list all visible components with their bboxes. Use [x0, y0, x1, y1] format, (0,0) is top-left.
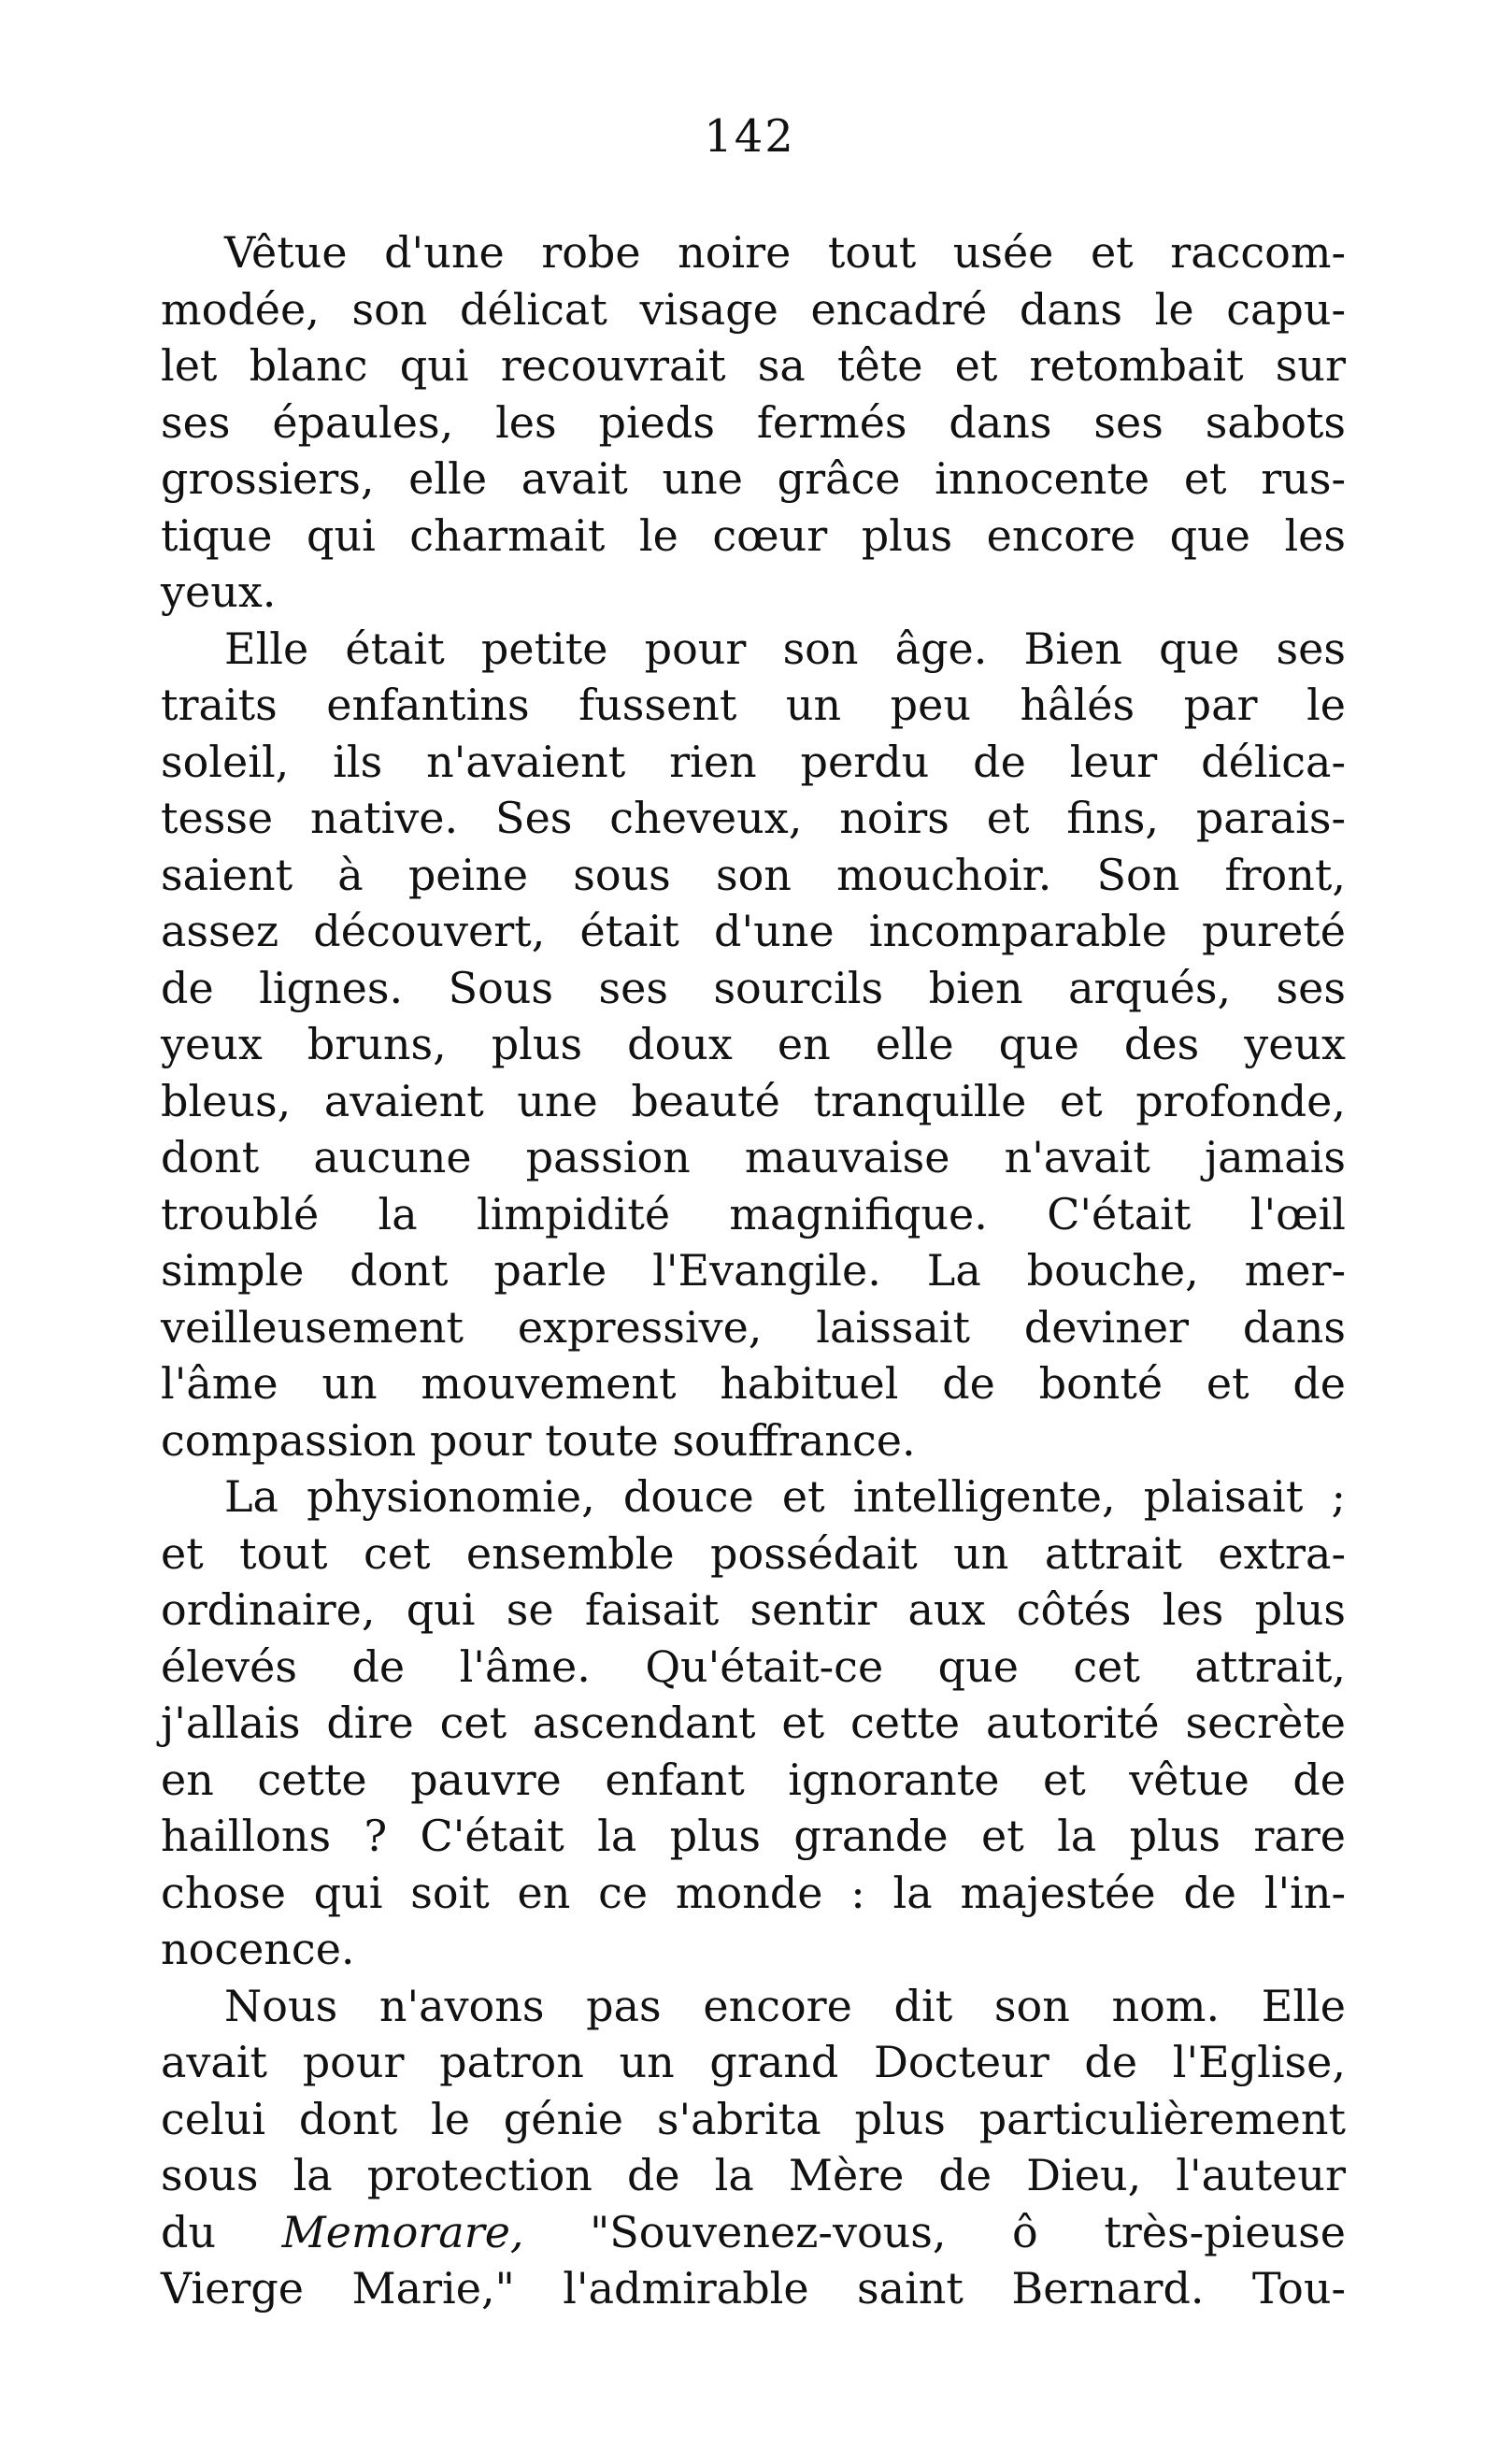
text-line: let blanc qui recouvrait sa tête et retombait sur [161, 340, 1346, 391]
text-line: de lignes. Sous ses sourcils bien arqués, ses [161, 962, 1346, 1013]
page-number: 142 [704, 110, 795, 163]
text-line: tique qui charmait le cœur plus encore que les [161, 509, 1346, 561]
text-line: et tout cet ensemble possédait un attrait extra- [161, 1527, 1346, 1579]
text-line: en cette pauvre enfant ignorante et vêtue de [161, 1754, 1346, 1805]
text-line: chose qui soit en ce monde : la majestée de l'in- [161, 1867, 1346, 1918]
text-fragment: du [161, 2206, 217, 2257]
text-line: troublé la limpidité magnifique. C'était l'œil [161, 1188, 1346, 1239]
text-line: celui dont le génie s'abrita plus particulièrement [161, 2093, 1346, 2144]
text-line: j'allais dire cet ascendant et cette autorité secrète [161, 1698, 1346, 1748]
text-line: Elle était petite pour son âge. Bien que ses [224, 623, 1346, 674]
text-line [161, 2204, 1346, 2261]
text-line: tesse native. Ses cheveux, noirs et fins, parais- [161, 793, 1346, 843]
text-line: modée, son délicat visage encadré dans le capu- [161, 283, 1346, 335]
text-line: Vierge Marie," l'admirable saint Bernard. Tou- [161, 2263, 1346, 2314]
italic-title: Memorare, [281, 2206, 524, 2257]
text-line: haillons ? C'était la plus grande et la plus rare [161, 1811, 1346, 1861]
text-line: soleil, ils n'avaient rien perdu de leur délica- [161, 736, 1346, 787]
text-line: assez découvert, était d'une incomparable pureté [161, 906, 1346, 956]
text-line: bleus, avaient une beauté tranquille et profonde, [161, 1075, 1346, 1126]
text-line: ordinaire, qui se faisait sentir aux côtés les plus [161, 1584, 1346, 1635]
body-text [161, 224, 1346, 2317]
text-line: avait pour patron un grand Docteur de l'Eglise, [161, 2037, 1346, 2087]
text-line: compassion pour toute souffrance. [161, 1414, 916, 1466]
text-line: La physionomie, douce et intelligente, plaisait ; [224, 1471, 1346, 1522]
text-fragment: "Souvenez-vous, ô très-pieuse [590, 2206, 1347, 2257]
text-line: Vêtue d'une robe noire tout usée et raccom- [224, 227, 1346, 278]
text-line: yeux. [161, 566, 277, 617]
text-line: saient à peine sous son mouchoir. Son front, [161, 849, 1346, 900]
text-line: simple dont parle l'Evangile. La bouche, mer- [161, 1245, 1346, 1296]
text-line: dont aucune passion mauvaise n'avait jamais [161, 1132, 1346, 1182]
text-line: grossiers, elle avait une grâce innocente et rus- [161, 453, 1346, 504]
text-line: Nous n'avons pas encore dit son nom. Elle [224, 1980, 1346, 2031]
text-line: veilleusement expressive, laissait deviner dans [161, 1301, 1346, 1353]
text-line: ses épaules, les pieds fermés dans ses sabots [161, 396, 1346, 448]
text-line: yeux bruns, plus doux en elle que des yeux [161, 1019, 1346, 1069]
text-line: nocence. [161, 1924, 355, 1974]
text-line: sous la protection de la Mère de Dieu, l'auteur [161, 2150, 1346, 2200]
text-line: élevés de l'âme. Qu'était-ce que cet attrait, [161, 1640, 1346, 1692]
text-line: l'âme un mouvement habituel de bonté et de [161, 1358, 1346, 1409]
text-line: traits enfantins fussent un peu hâlés par le [161, 680, 1346, 730]
